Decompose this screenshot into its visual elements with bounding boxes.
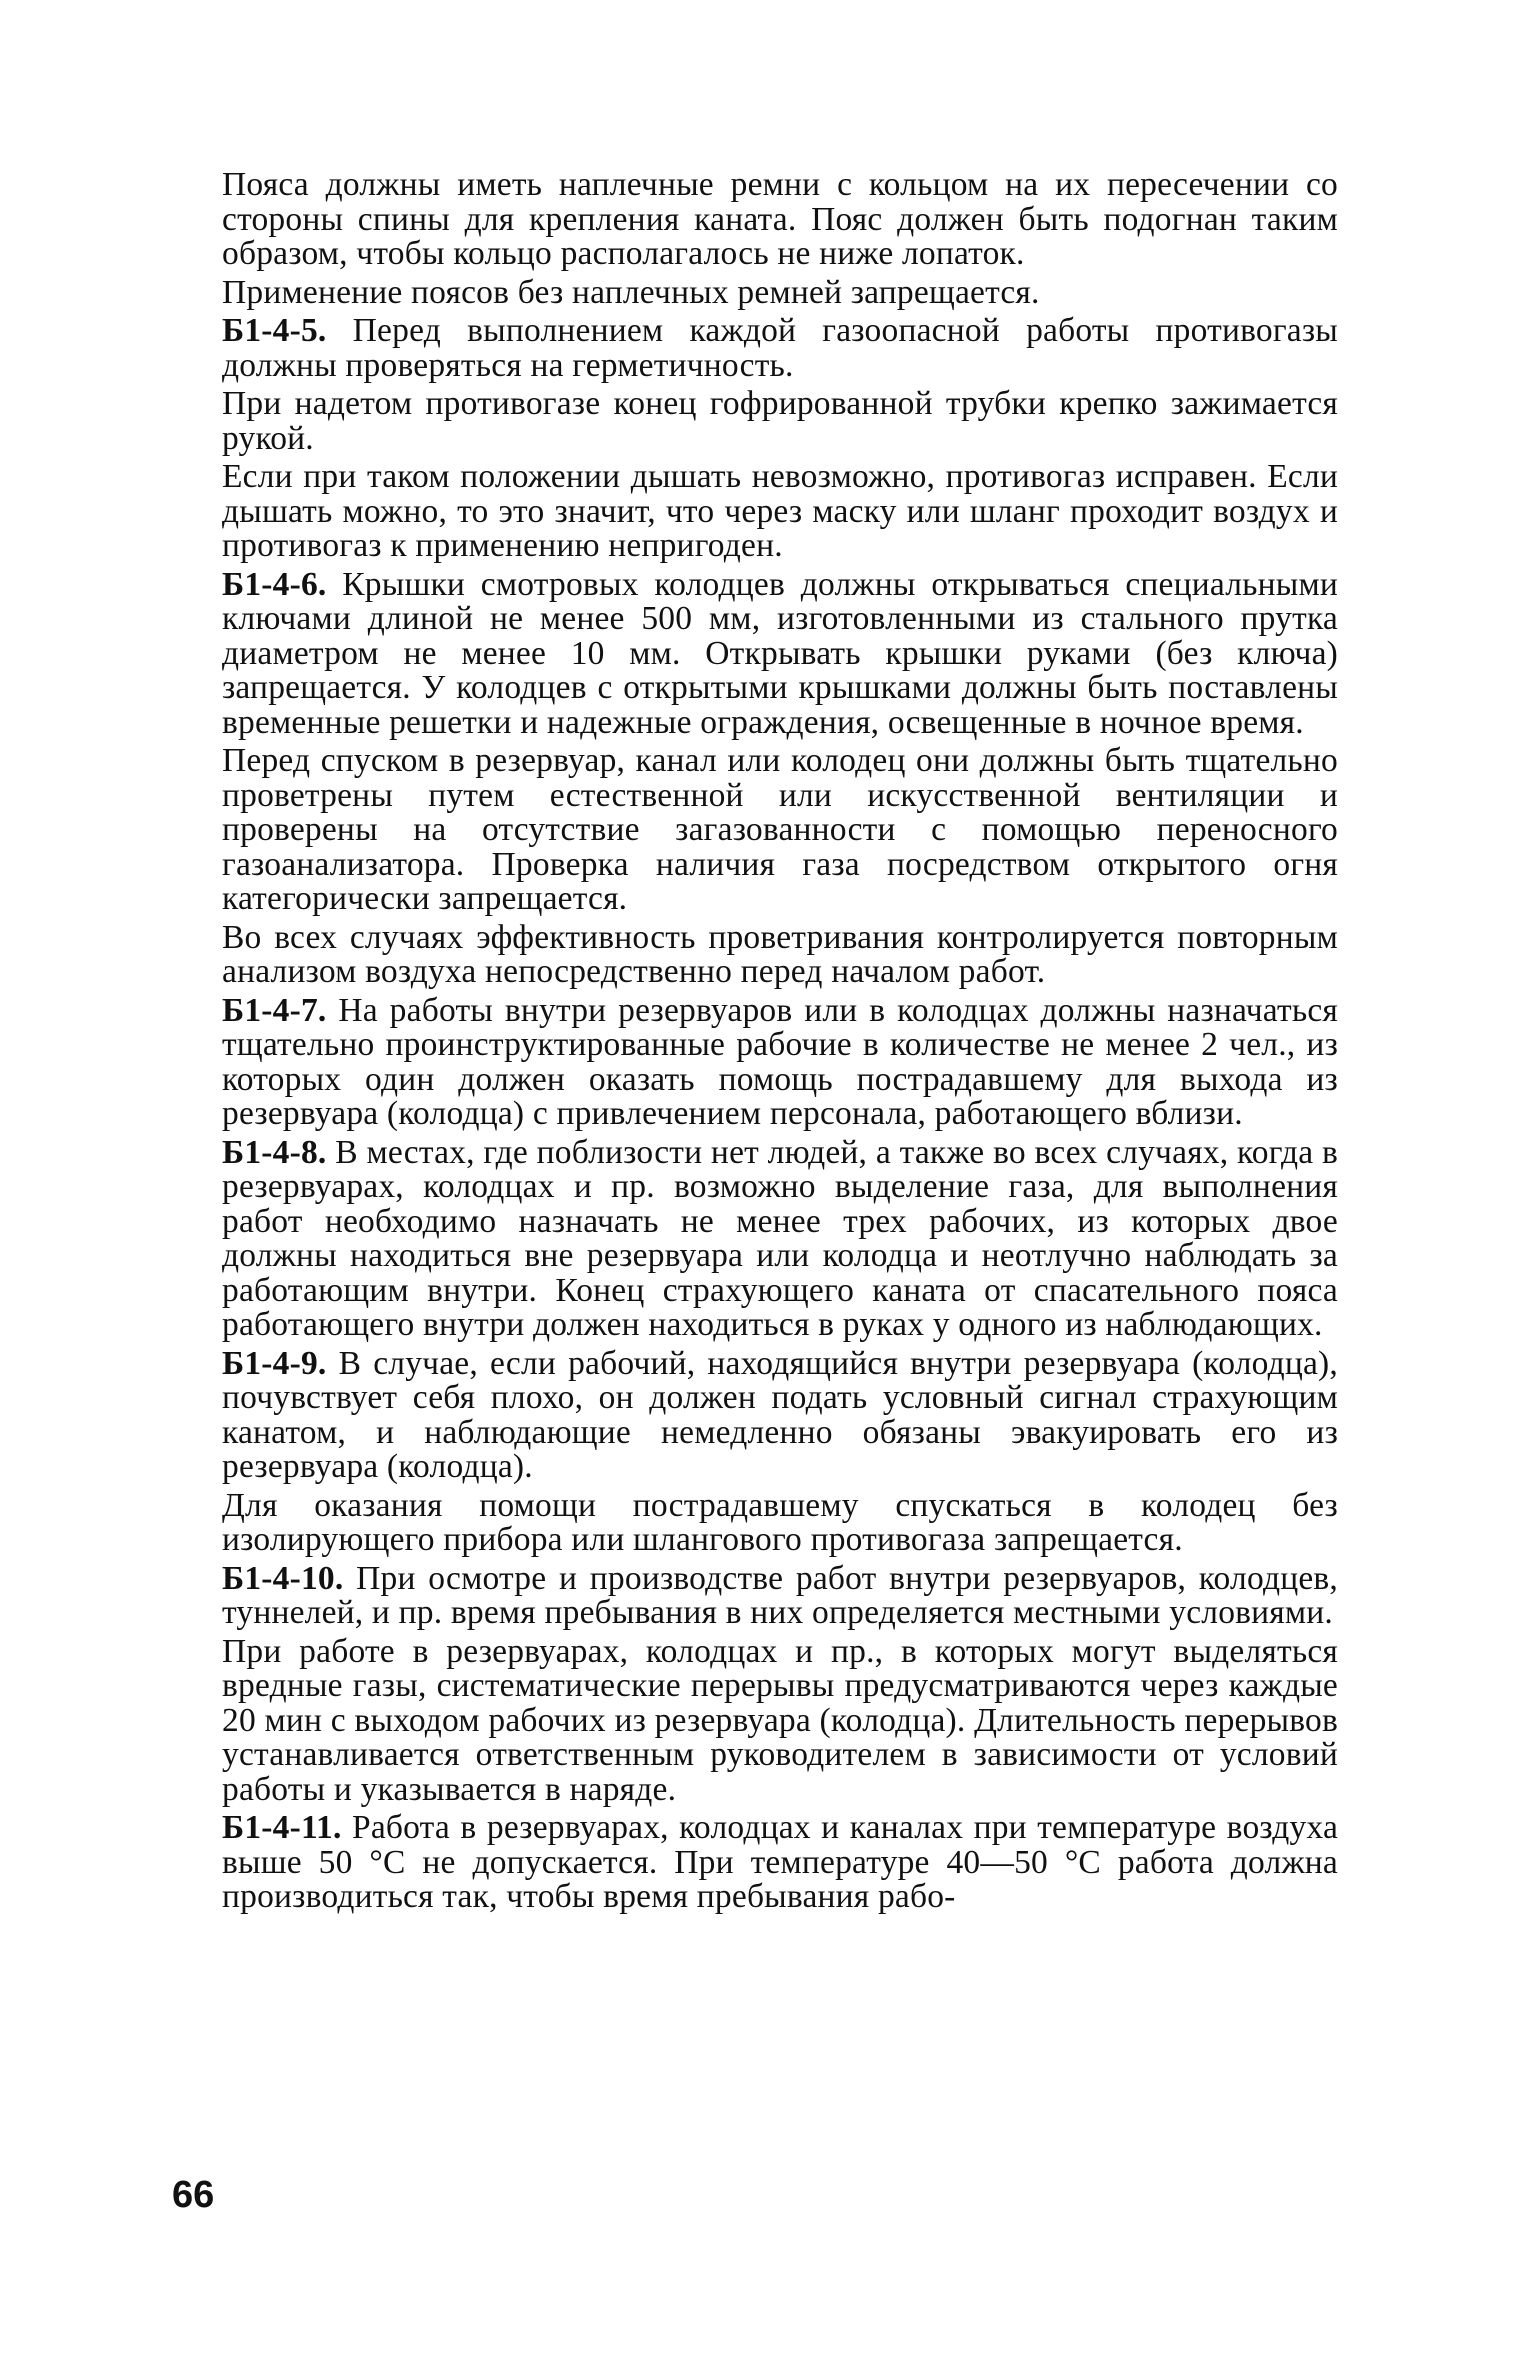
paragraph-b1-4-9: Б1-4-9. В случае, если рабочий, находящийся внутри резервуара (колодца), почувствует себя плохо, он должен подать условный сигнал страхующим канатом, и наблюдающие немедленно обязаны эвакуировать его из резервуара (колодца). — [222, 1344, 1338, 1485]
page-number: 66 — [172, 2174, 215, 2216]
clause-number: Б1-4-7. — [222, 991, 327, 1029]
paragraph: При надетом противогазе конец гофрированной трубки крепко зажимается рукой. — [222, 385, 1338, 457]
paragraph: При работе в резервуарах, колодцах и пр., в которых могут выделяться вредные газы, систематические перерывы предусматриваются через каждые 20 мин с выходом рабочих из резервуара (колодца). Длительность перерывов устанавливается ответственным руководителем в зависимости от условий работы и указывается в наряде. — [222, 1632, 1338, 1808]
clause-number: Б1-4-9. — [222, 1344, 327, 1382]
paragraph: Пояса должны иметь наплечные ремни с кольцом на их пересечении со стороны спины для крепления каната. Пояс должен быть подогнан таким образом, чтобы кольцо располагалось не ниже лопаток. — [222, 166, 1338, 272]
paragraph: Если при таком положении дышать невозможно, противогаз исправен. Если дышать можно, то это значит, что через маску или шланг проходит воздух и противогаз к применению непригоден. — [222, 458, 1338, 564]
clause-number: Б1-4-5. — [222, 312, 327, 349]
clause-number: Б1-4-8. — [222, 1133, 327, 1171]
paragraph-b1-4-6: Б1-4-6. Крышки смотровых колодцев должны открываться специальными ключами длиной не менее 500 мм, изготовленными из стального прутка диаметром не менее 10 мм. Открывать крышки руками (без ключа) запрещается. У колодцев с открытыми крышками должны быть поставлены временные решетки и надежные ограждения, освещенные в ночное время. — [222, 565, 1338, 741]
paragraph-b1-4-10: Б1-4-10. При осмотре и производстве работ внутри резервуаров, колодцев, туннелей, и пр. время пребывания в них определяется местными условиями. — [222, 1559, 1338, 1631]
clause-number: Б1-4-11. — [222, 1809, 342, 1846]
paragraph: Во всех случаях эффективность проветривания контролируется повторным анализом воздуха непосредственно перед началом работ. — [222, 918, 1338, 990]
clause-number: Б1-4-6. — [222, 565, 327, 603]
paragraph: Перед спуском в резервуар, канал или колодец они должны быть тщательно проветрены путем естественной или искусственной вентиляции и проверены на отсутствие загазованности с помощью переносного газоанализатора. Проверка наличия газа посредством открытого огня категорически запрещается. — [222, 742, 1338, 917]
paragraph-b1-4-8: Б1-4-8. В местах, где поблизости нет людей, а также во всех случаях, когда в резервуарах, колодцах и пр. возможно выделение газа, для выполнения работ необходимо назначать не менее трех рабочих, из которых двое должны находиться вне резервуара или колодца и неотлучно наблюдать за работающим внутри. Конец страхующего каната от спасательного пояса работающего внутри должен находиться в руках у одного из наблюдающих. — [222, 1133, 1338, 1343]
paragraph: Для оказания помощи пострадавшему спускаться в колодец без изолирующего прибора или шлангового противогаза запрещается. — [222, 1486, 1338, 1558]
clause-number: Б1-4-10. — [222, 1559, 344, 1597]
body-text — [222, 168, 1338, 1915]
paragraph: Применение поясов без наплечных ремней запрещается. — [222, 273, 1040, 311]
paragraph-b1-4-5: Б1-4-5. Перед выполнением каждой газоопасной работы противогазы должны проверяться на герметичность. — [222, 312, 1338, 384]
paragraph-b1-4-11: Б1-4-11. Работа в резервуарах, колодцах и каналах при температуре воздуха выше 50 °С не допускается. При температуре 40—50 °С работа должна производиться так, чтобы время пребывания рабо- — [222, 1809, 1339, 1915]
paragraph-b1-4-7: Б1-4-7. На работы внутри резервуаров или в колодцах должны назначаться тщательно проинструктированные рабочие в количестве не менее 2 чел., из которых один должен оказать помощь пострадавшему для выхода из резервуара (колодца) с привлечением персонала, работающего вблизи. — [222, 991, 1338, 1132]
